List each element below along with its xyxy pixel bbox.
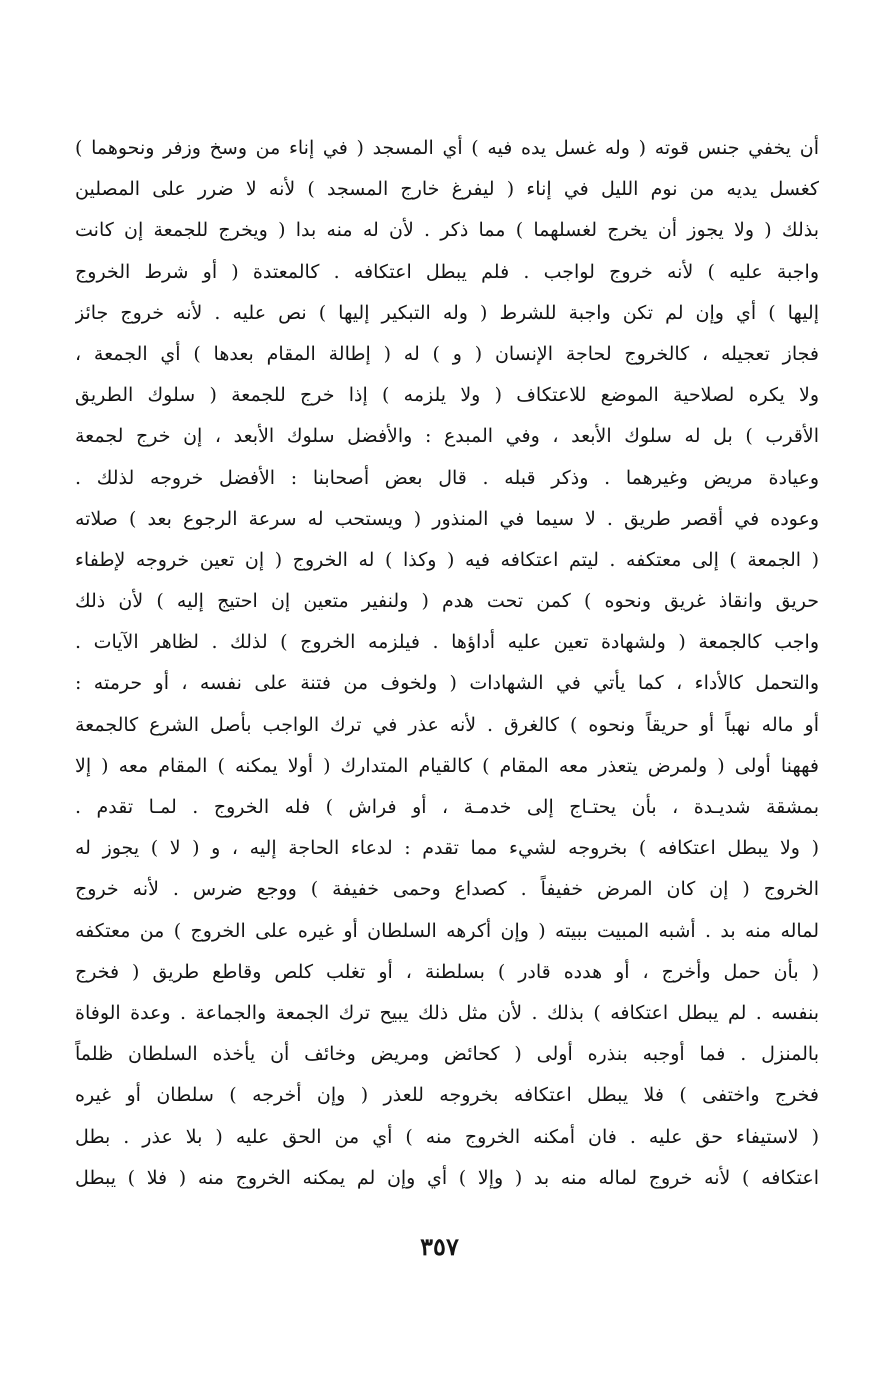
text-line: فجاز تعجيله ، كالخروج لحاجة الإنسان ( و ) له ( إطالة المقام بعدها ) أي الجمعة ، bbox=[75, 342, 819, 365]
text-line: كغسل يديه من نوم الليل في إناء ( ليفرغ خارج المسجد ) لأنه لا ضرر على المصلين bbox=[75, 178, 819, 201]
text-line: ( لاستيفاء حق عليه . فان أمكنه الخروج منه ) أي من الحق عليه ( بلا عذر . بطل bbox=[75, 1125, 819, 1148]
page-number: ٣٥٧ bbox=[420, 1232, 459, 1261]
text-line: الأقرب ) بل له سلوك الأبعد ، وفي المبدع : والأفضل سلوك الأبعد ، إن خرج لجمعة bbox=[75, 425, 819, 448]
text-line: إليها ) أي وإن لم تكن واجبة للشرط ( وله التبكير إليها ) نص عليه . لأنه خروج جائز bbox=[75, 301, 819, 324]
text-line: بنفسه . لم يبطل اعتكافه ) بذلك . لأن مثل ذلك يبيح ترك الجمعة والجماعة . وعدة الوفاة bbox=[75, 1001, 819, 1024]
text-line: وعيادة مريض وغيرهما . وذكر قبله . قال بعض أصحابنا : الأفضل خروجه لذلك . bbox=[75, 466, 819, 489]
text-line: فههنا أولى ( ولمرض يتعذر معه المقام ) كالقيام المتدارك ( أولا يمكنه ) المقام معه ( إلا bbox=[75, 754, 819, 777]
text-line: أو ماله نهباً أو حريقاً ونحوه ) كالغرق . لأنه عذر في ترك الواجب بأصل الشرع كالجمعة bbox=[75, 713, 819, 736]
text-line: وعوده في أقصر طريق . لا سيما في المنذور ( ويستحب له سرعة الرجوع بعد ) صلاته bbox=[75, 507, 819, 530]
text-line: بمشقة شديـدة ، بأن يحتـاج إلى خدمـة ، أو فراش ) فله الخروج . لمـا تقدم . bbox=[75, 796, 819, 818]
text-line: اعتكافه ) لأنه خروج لماله منه بد ( وإلا ) أي وإن لم يمكنه الخروج منه ( فلا ) يبطل bbox=[75, 1166, 819, 1189]
text-line: واجب كالجمعة ( ولشهادة تعين عليه أداؤها . فيلزمه الخروج ) لذلك . لظاهر الآيات . bbox=[75, 631, 819, 654]
text-line: حريق وانقاذ غريق ونحوه ) كمن تحت هدم ( ولنفير متعين إن احتيج إليه ) لأن ذلك bbox=[75, 590, 819, 613]
page-body-text bbox=[75, 128, 819, 1199]
text-line: فخرج واختفى ) فلا يبطل اعتكافه بخروجه للعذر ( وإن أخرجه ) سلطان أو غيره bbox=[75, 1084, 819, 1107]
text-line: ( بأن حمل وأخرج ، أو هدده قادر ) بسلطنة ، أو تغلب كلص وقاطع طريق ( فخرج bbox=[75, 960, 819, 983]
text-line: ولا يكره لصلاحية الموضع للاعتكاف ( ولا يلزمه ) إذا خرج للجمعة ( سلوك الطريق bbox=[75, 384, 819, 407]
text-line: أن يخفي جنس قوته ( وله غسل يده فيه ) أي المسجد ( في إناء من وسخ وزفر ونحوهما ) bbox=[75, 137, 819, 159]
text-line: ( الجمعة ) إلى معتكفه . ليتم اعتكافه فيه ( وكذا ) له الخروج ( إن تعين خروجه لإطفاء bbox=[75, 548, 819, 571]
text-line: واجبة عليه ) لأنه خروج لواجب . فلم يبطل اعتكافه . كالمعتدة ( أو شرط الخروج bbox=[75, 260, 819, 283]
text-line: الخروج ( إن كان المرض خفيفاً . كصداع وحمى خفيفة ) ووجع ضرس . لأنه خروج bbox=[75, 878, 819, 901]
text-line: بالمنزل . فما أوجبه بنذره أولى ( كحائض ومريض وخائف أن يأخذه السلطان ظلماً bbox=[75, 1043, 819, 1066]
text-line: بذلك ( ولا يجوز أن يخرج لغسلهما ) مما ذكر . لأن له منه بدا ( ويخرج للجمعة إن كانت bbox=[75, 219, 819, 242]
text-line: والتحمل كالأداء ، كما يأتي في الشهادات ( ولخوف من فتنة على نفسه ، أو حرمته : bbox=[75, 672, 819, 695]
text-line: لماله منه بد . أشبه المبيت ببيته ( وإن أكرهه السلطان أو غيره على الخروج ) من معتكفه bbox=[75, 919, 819, 942]
text-line: ( ولا يبطل اعتكافه ) بخروجه لشيء مما تقدم : لدعاء الحاجة إليه ، و ( لا ) يجوز له bbox=[75, 837, 819, 860]
